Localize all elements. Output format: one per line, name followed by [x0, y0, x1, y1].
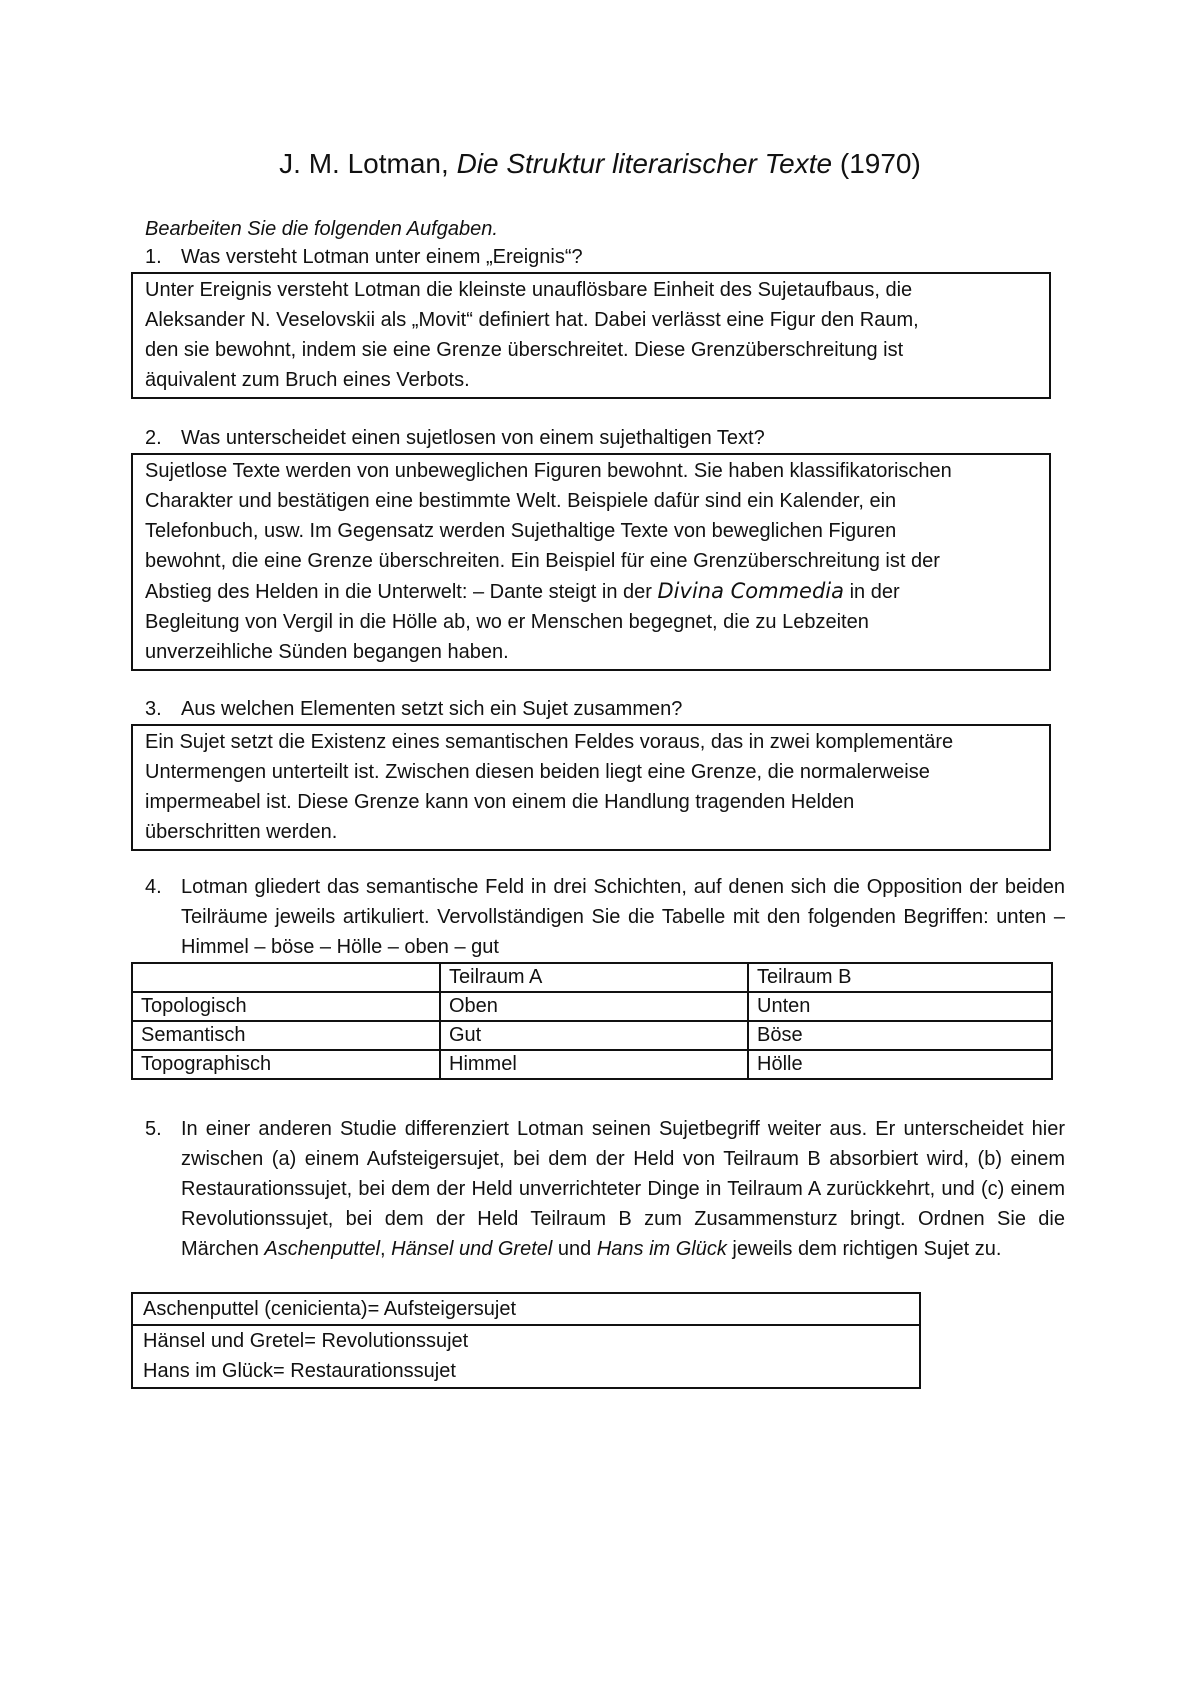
question-2-text: Was unterscheidet einen sujetlosen von einem sujethaltigen Text? [181, 427, 765, 449]
table-cell: Teilraum B [748, 963, 1052, 992]
table-cell: Topologisch [132, 992, 440, 1021]
table-cell: Himmel [440, 1050, 748, 1079]
question-2-number: 2. [145, 427, 162, 449]
table-cell: Oben [440, 992, 748, 1021]
answer-box-2 [131, 453, 1051, 671]
table-cell [132, 963, 440, 992]
question-5-number: 5. [145, 1118, 162, 1140]
fairytale-title-2: Hänsel und Gretel [391, 1238, 553, 1260]
answer-3-line: Ein Sujet setzt die Existenz eines semantischen Feldes voraus, das in zwei komplementäre [145, 731, 954, 753]
question-3 [145, 694, 1065, 724]
question-3-number: 3. [145, 698, 162, 720]
answer-2-line: Sujetlose Texte werden von unbeweglichen Figuren bewohnt. Sie haben klassifikatorischen [145, 460, 952, 482]
semantic-field-table [131, 962, 1053, 1080]
answer-1-line: Aleksander N. Veselovskii als „Movit“ definiert hat. Dabei verlässt eine Figur den Raum, [145, 309, 919, 331]
title-work: Die Struktur literarischer Texte [456, 148, 833, 179]
title-year: (1970) [832, 148, 921, 179]
answer-5-line: Hänsel und Gretel= Revolutionssujet [143, 1330, 469, 1352]
fairytale-title-1: Aschenputtel [264, 1238, 381, 1260]
answer-box-1 [131, 272, 1051, 399]
answer-1-line: Unter Ereignis versteht Lotman die kleinste unauflösbare Einheit des Sujetaufbaus, die [145, 279, 913, 301]
separator: und [552, 1238, 597, 1260]
question-2 [145, 423, 1065, 453]
question-4-number: 4. [145, 876, 162, 898]
table-cell: Semantisch [132, 1021, 440, 1050]
answer-3-line: Untermengen unterteilt ist. Zwischen diesen beiden liegt eine Grenze, die normalerweise [145, 761, 930, 783]
answer-3-line: impermeabel ist. Diese Grenze kann von einem die Handlung tragenden Helden [145, 791, 855, 813]
table-cell: Unten [748, 992, 1052, 1021]
question-5 [145, 1114, 1065, 1264]
answer-2-line: Telefonbuch, usw. Im Gegensatz werden Sujethaltige Texte von beweglichen Figuren [145, 520, 897, 542]
table-cell: Teilraum A [440, 963, 748, 992]
answer-3-line: überschritten werden. [145, 821, 338, 843]
question-3-text: Aus welchen Elementen setzt sich ein Sujet zusammen? [181, 698, 683, 720]
divina-commedia-title: Divina Commedia [657, 579, 845, 603]
answer-box-5 [131, 1292, 921, 1389]
question-5-text [145, 1114, 1065, 1264]
answer-1-line: den sie bewohnt, indem sie eine Grenze überschreitet. Diese Grenzüberschreitung ist [145, 339, 904, 361]
table-row [132, 992, 1052, 1021]
answer-2-line: bewohnt, die eine Grenze überschreiten. Ein Beispiel für eine Grenzüberschreitung ist der [145, 550, 940, 572]
answer-5-line: Hans im Glück= Restaurationssujet [143, 1360, 456, 1382]
page-title [0, 146, 1200, 182]
table-row [132, 1021, 1052, 1050]
table-cell: Topographisch [132, 1050, 440, 1079]
fairytale-title-3: Hans im Glück [596, 1238, 727, 1260]
question-1 [145, 242, 1065, 272]
table-cell: Gut [440, 1021, 748, 1050]
answer-5-group [133, 1326, 919, 1387]
separator: , [380, 1238, 392, 1260]
answer-2-line5-end: in der [844, 581, 900, 603]
question-5-text-end: jeweils dem richtigen Sujet zu. [726, 1238, 1002, 1260]
answer-2-line: Charakter und bestätigen eine bestimmte Welt. Beispiele dafür sind ein Kalender, ein [145, 490, 897, 512]
question-4-text: Lotman gliedert das semantische Feld in drei Schichten, auf denen sich die Opposition der beiden Teilräume jeweils artikuliert. Vervollständigen Sie die Tabelle mit den folgenden Begriffen: unten – Himmel – böse – Hölle – oben – gut [181, 876, 1065, 958]
table-cell: Hölle [748, 1050, 1052, 1079]
table-cell: Böse [748, 1021, 1052, 1050]
table-header-row [132, 963, 1052, 992]
answer-2-line5-start: Abstieg des Helden in die Unterwelt: – Dante steigt in der [145, 581, 658, 603]
answer-2-line [145, 576, 1039, 607]
table-row [132, 1050, 1052, 1079]
answer-2-line: unverzeihliche Sünden begangen haben. [145, 641, 509, 663]
answer-box-3 [131, 724, 1051, 851]
instruction-text: Bearbeiten Sie die folgenden Aufgaben. [145, 218, 498, 240]
question-5-text-start: In einer anderen Studie differenziert Lotman seinen Sujetbegriff weiter aus. Er unterscheidet hier zwischen (a) einem Aufsteigersujet, bei dem der Held von Teilraum B absorbiert wird, (b) einem Restaurationssujet, bei dem der Held unverrichteter Dinge in Teilraum A zurückkehrt, und (c) einem Revolutionssujet, bei dem der Held Teilraum B zum Zusammensturz bringt. Ordnen Sie die Märchen [181, 1118, 1065, 1260]
answer-5-line: Aschenputtel (cenicienta)= Aufsteigersujet [133, 1294, 919, 1326]
answer-1-line: äquivalent zum Bruch eines Verbots. [145, 369, 470, 391]
answer-2-line: Begleitung von Vergil in die Hölle ab, wo er Menschen begegnet, die zu Lebzeiten [145, 611, 869, 633]
title-prefix: J. M. Lotman, [279, 148, 457, 179]
question-1-number: 1. [145, 246, 162, 268]
question-1-text: Was versteht Lotman unter einem „Ereignis“? [181, 246, 583, 268]
question-4 [145, 872, 1065, 962]
